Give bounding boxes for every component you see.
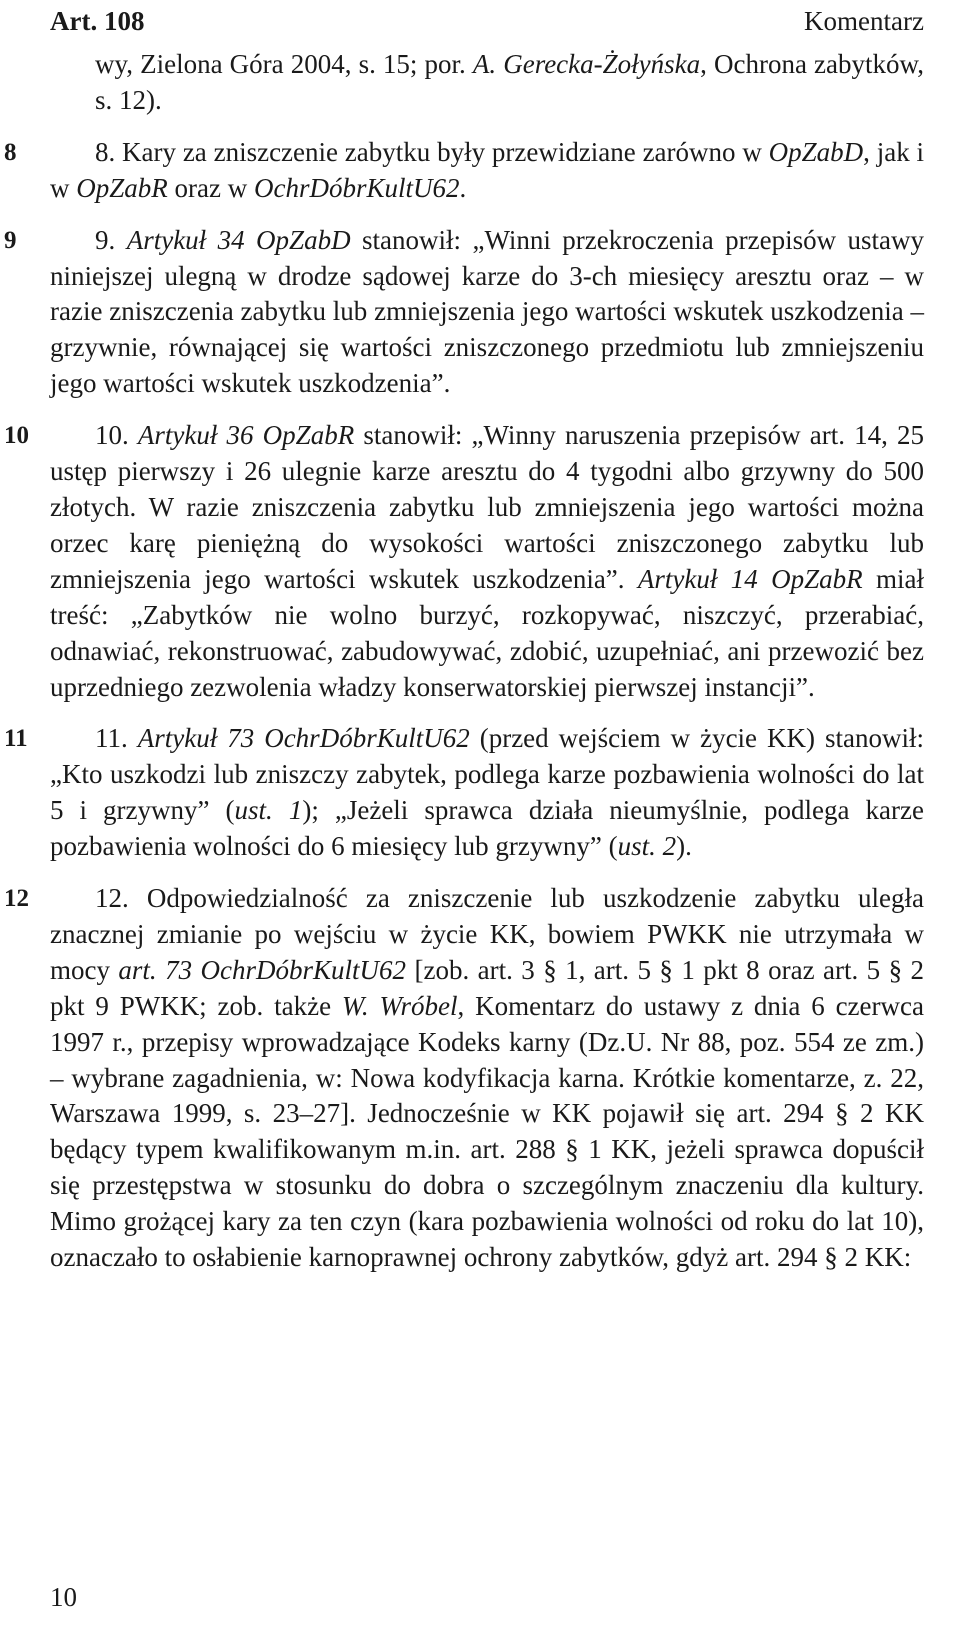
text-run: , jak i w: [50, 136, 924, 203]
statute-reference: Artykuł 73 OchrDóbrKultU62: [137, 723, 470, 754]
statute-reference: ust. 2: [617, 831, 677, 862]
statute-reference: Artykuł 34 OpZabD: [126, 224, 351, 255]
text-run: 11.: [95, 723, 138, 754]
statute-reference: ust. 1: [234, 795, 303, 826]
statute-reference: OpZabR: [76, 172, 168, 203]
paragraph-12: [4, 881, 924, 1276]
statute-reference: Artykuł 14 OpZabR: [637, 563, 863, 594]
author-name: W. Wróbel: [341, 990, 458, 1021]
text-run: , Ochrona zabytków, s. 12).: [95, 49, 925, 115]
text-run: miał treść: „Zabytków nie wolno burzyć, rozkopywać, niszczyć, przerabiać, odnawiać, rekonstruować, zabudowywać, zdobić, uzupełniać, ani przewozić bez uprzedniego zezwolenia władzy konserwatorskiej pierwszej instancji”.: [50, 563, 924, 702]
running-header: [0, 6, 960, 42]
text-run: 8. Kary za zniszczenie zabytku były przewidziane zarówno w: [95, 136, 769, 167]
text-run: .: [459, 172, 467, 203]
margin-number: 9: [4, 226, 17, 254]
text-run: , Komentarz do ustawy z dnia 6 czerwca 1997 r., przepisy wprowadzające Kodeks karny (Dz.U. Nr 88, poz. 554 ze zm.) – wybrane zagadnienia, w: Nowa kodyfikacja karna. Krótkie komentarze, z. 22, Warszawa 1999, s. 23–27]. Jednocześnie w KK pojawił się art. 294 § 2 KK będący typem kwalifikowanym m.in. art. 288 § 1 KK, jeżeli sprawca dopuścił się przestępstwa w stosunku do dobra o szczególnym znaczeniu dla kultury. Mimo grożącej kary za ten czyn (kara pozbawienia wolności od roku do lat 10), oznaczało to osłabienie karnoprawnej ochrony zabytków, gdyż art. 294 § 2 KK:: [50, 990, 924, 1273]
header-article: Art. 108: [50, 6, 145, 36]
page-number: 10: [50, 1582, 77, 1612]
header-section-title: Komentarz: [804, 6, 924, 36]
statute-reference: Artykuł 36 OpZabR: [137, 420, 355, 451]
text-run: stanowił: „Winni przekroczenia przepisów ustawy niniejszej ulegną w drodze sądowej karze do 3-ch miesięcy aresztu oraz – w razie zniszczenia zabytku lub zmniejszenia jego wartości wskutek uszkodzenia – grzywnie, równającej się wartości zniszczonego przedmiotu lub zmniejszeniu jego wartości wskutek uszkodzenia”.: [50, 224, 925, 399]
text-run: stanowił: „Winny naruszenia przepisów art. 14, 25 ustęp pierwszy i 26 ulegnie karze aresztu do 4 tygodni albo grzywny do 500 złotych. W razie zniszczenia zabytku lub zmniejszenia jego wartości można orzec karę pieniężną do wysokości wartości zniszczonego zabytku lub zmniejszenia jego wartości wskutek uszkodzenia”.: [50, 420, 924, 594]
text-run: wy, Zielona Góra 2004, s. 15; por.: [95, 49, 473, 79]
text-run: ).: [676, 831, 692, 862]
text-run: (przed wejściem w życie KK) stanowił: „Kto uszkodzi lub zniszczy zabytek, podlega karze pozbawienia wolności do lat 5 i grzywny” (: [50, 723, 925, 826]
statute-reference: OpZabD: [768, 136, 864, 167]
paragraph-11: [4, 721, 925, 865]
text-run: 9.: [95, 224, 127, 255]
text-run: oraz w: [167, 172, 254, 203]
paragraph-continuation: [50, 47, 924, 119]
paragraph-8: [4, 135, 924, 207]
margin-number: 10: [4, 422, 29, 450]
paragraph-9: [4, 223, 925, 403]
margin-number: 11: [4, 725, 28, 753]
text-run: 12. Odpowiedzialność za zniszczenie lub uszkodzenie zabytku uległa znacznej zmianie po wejściu w życie KK, bowiem PWKK nie utrzymała w mocy: [50, 883, 924, 985]
statute-reference: OchrDóbrKultU62: [253, 172, 460, 203]
text-run: [zob. art. 3 § 1, art. 5 § 1 pkt 8 oraz art. 5 § 2 pkt 9 PWKK; zob. także: [50, 954, 924, 1021]
paragraph-10: [4, 418, 924, 705]
statute-reference: art. 73 OchrDóbrKultU62: [118, 954, 407, 985]
text-body: [4, 47, 925, 1276]
margin-number: 8: [4, 138, 17, 166]
text-run: ); „Jeżeli sprawca działa nieumyślnie, podlega karze pozbawienia wolności do 6 miesięcy lub grzywny” (: [50, 795, 924, 862]
margin-number: 12: [4, 885, 29, 913]
author-name: A. Gerecka-Żołyńska: [472, 49, 701, 79]
text-run: 10.: [95, 420, 138, 451]
